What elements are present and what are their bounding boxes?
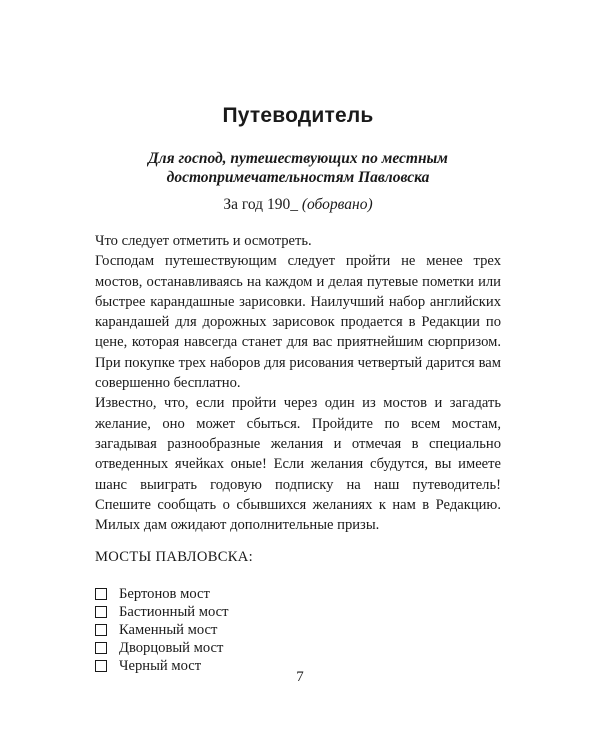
checkbox-icon[interactable] xyxy=(95,606,107,618)
checkbox-icon[interactable] xyxy=(95,624,107,636)
bridge-label: Бастионный мост xyxy=(119,604,229,621)
body-text xyxy=(95,231,501,535)
paragraph: Известно, что, если пройти через один из мостов и загадать желание, оно может сбыться. Пройдите по всем мостам, загадывая разнообразные желания и отмечая в специально отведенных ячейках оные! Если желания сбудутся, вы имеете шанс выиграть годовую подписку на наш путеводитель! Спешите сообщать о сбывшихся желаниях к нам в Редакцию. Милых дам ожидают дополнительные призы. xyxy=(95,395,501,534)
paragraph: Господам путешествующим следует пройти не менее трех мостов, останавливаясь на каждом и делая путевые пометки или быстрее карандашные зарисовки. Наилучший набор английских карандашей для дорожных зарисовок продается в Редакции по цене, которая навсегда станет для вас приятнейшим сюрпризом. При покупке трех наборов для рисования четвертый дарится вам совершенно бесплатно. xyxy=(95,253,501,392)
bridge-label: Черный мост xyxy=(119,658,202,675)
page-content xyxy=(95,96,501,675)
year-line xyxy=(95,195,501,215)
subtitle xyxy=(95,149,501,187)
page-number: 7 xyxy=(296,669,304,685)
page-title: Путеводитель xyxy=(222,104,374,127)
checkbox-icon[interactable] xyxy=(95,588,107,600)
bridge-checklist xyxy=(95,585,501,675)
checkbox-icon[interactable] xyxy=(95,642,107,654)
list-item xyxy=(95,621,501,639)
list-item xyxy=(95,639,501,657)
subtitle-line-2: достопримечательностям Павловска xyxy=(166,169,430,186)
bridge-label: Бертонов мост xyxy=(119,586,210,603)
subtitle-line-1: Для господ, путешествующих по местным xyxy=(148,150,448,167)
list-item xyxy=(95,585,501,603)
bridge-label: Каменный мост xyxy=(119,622,218,639)
year-note: (оборвано) xyxy=(301,196,373,213)
list-item xyxy=(95,603,501,621)
bridge-label: Дворцовый мост xyxy=(119,640,224,657)
paragraph: Что следует отметить и осмотреть. xyxy=(95,233,312,249)
year-prefix: За год 190_ xyxy=(223,196,298,213)
section-title: МОСТЫ ПАВЛОВСКА: xyxy=(95,549,254,566)
